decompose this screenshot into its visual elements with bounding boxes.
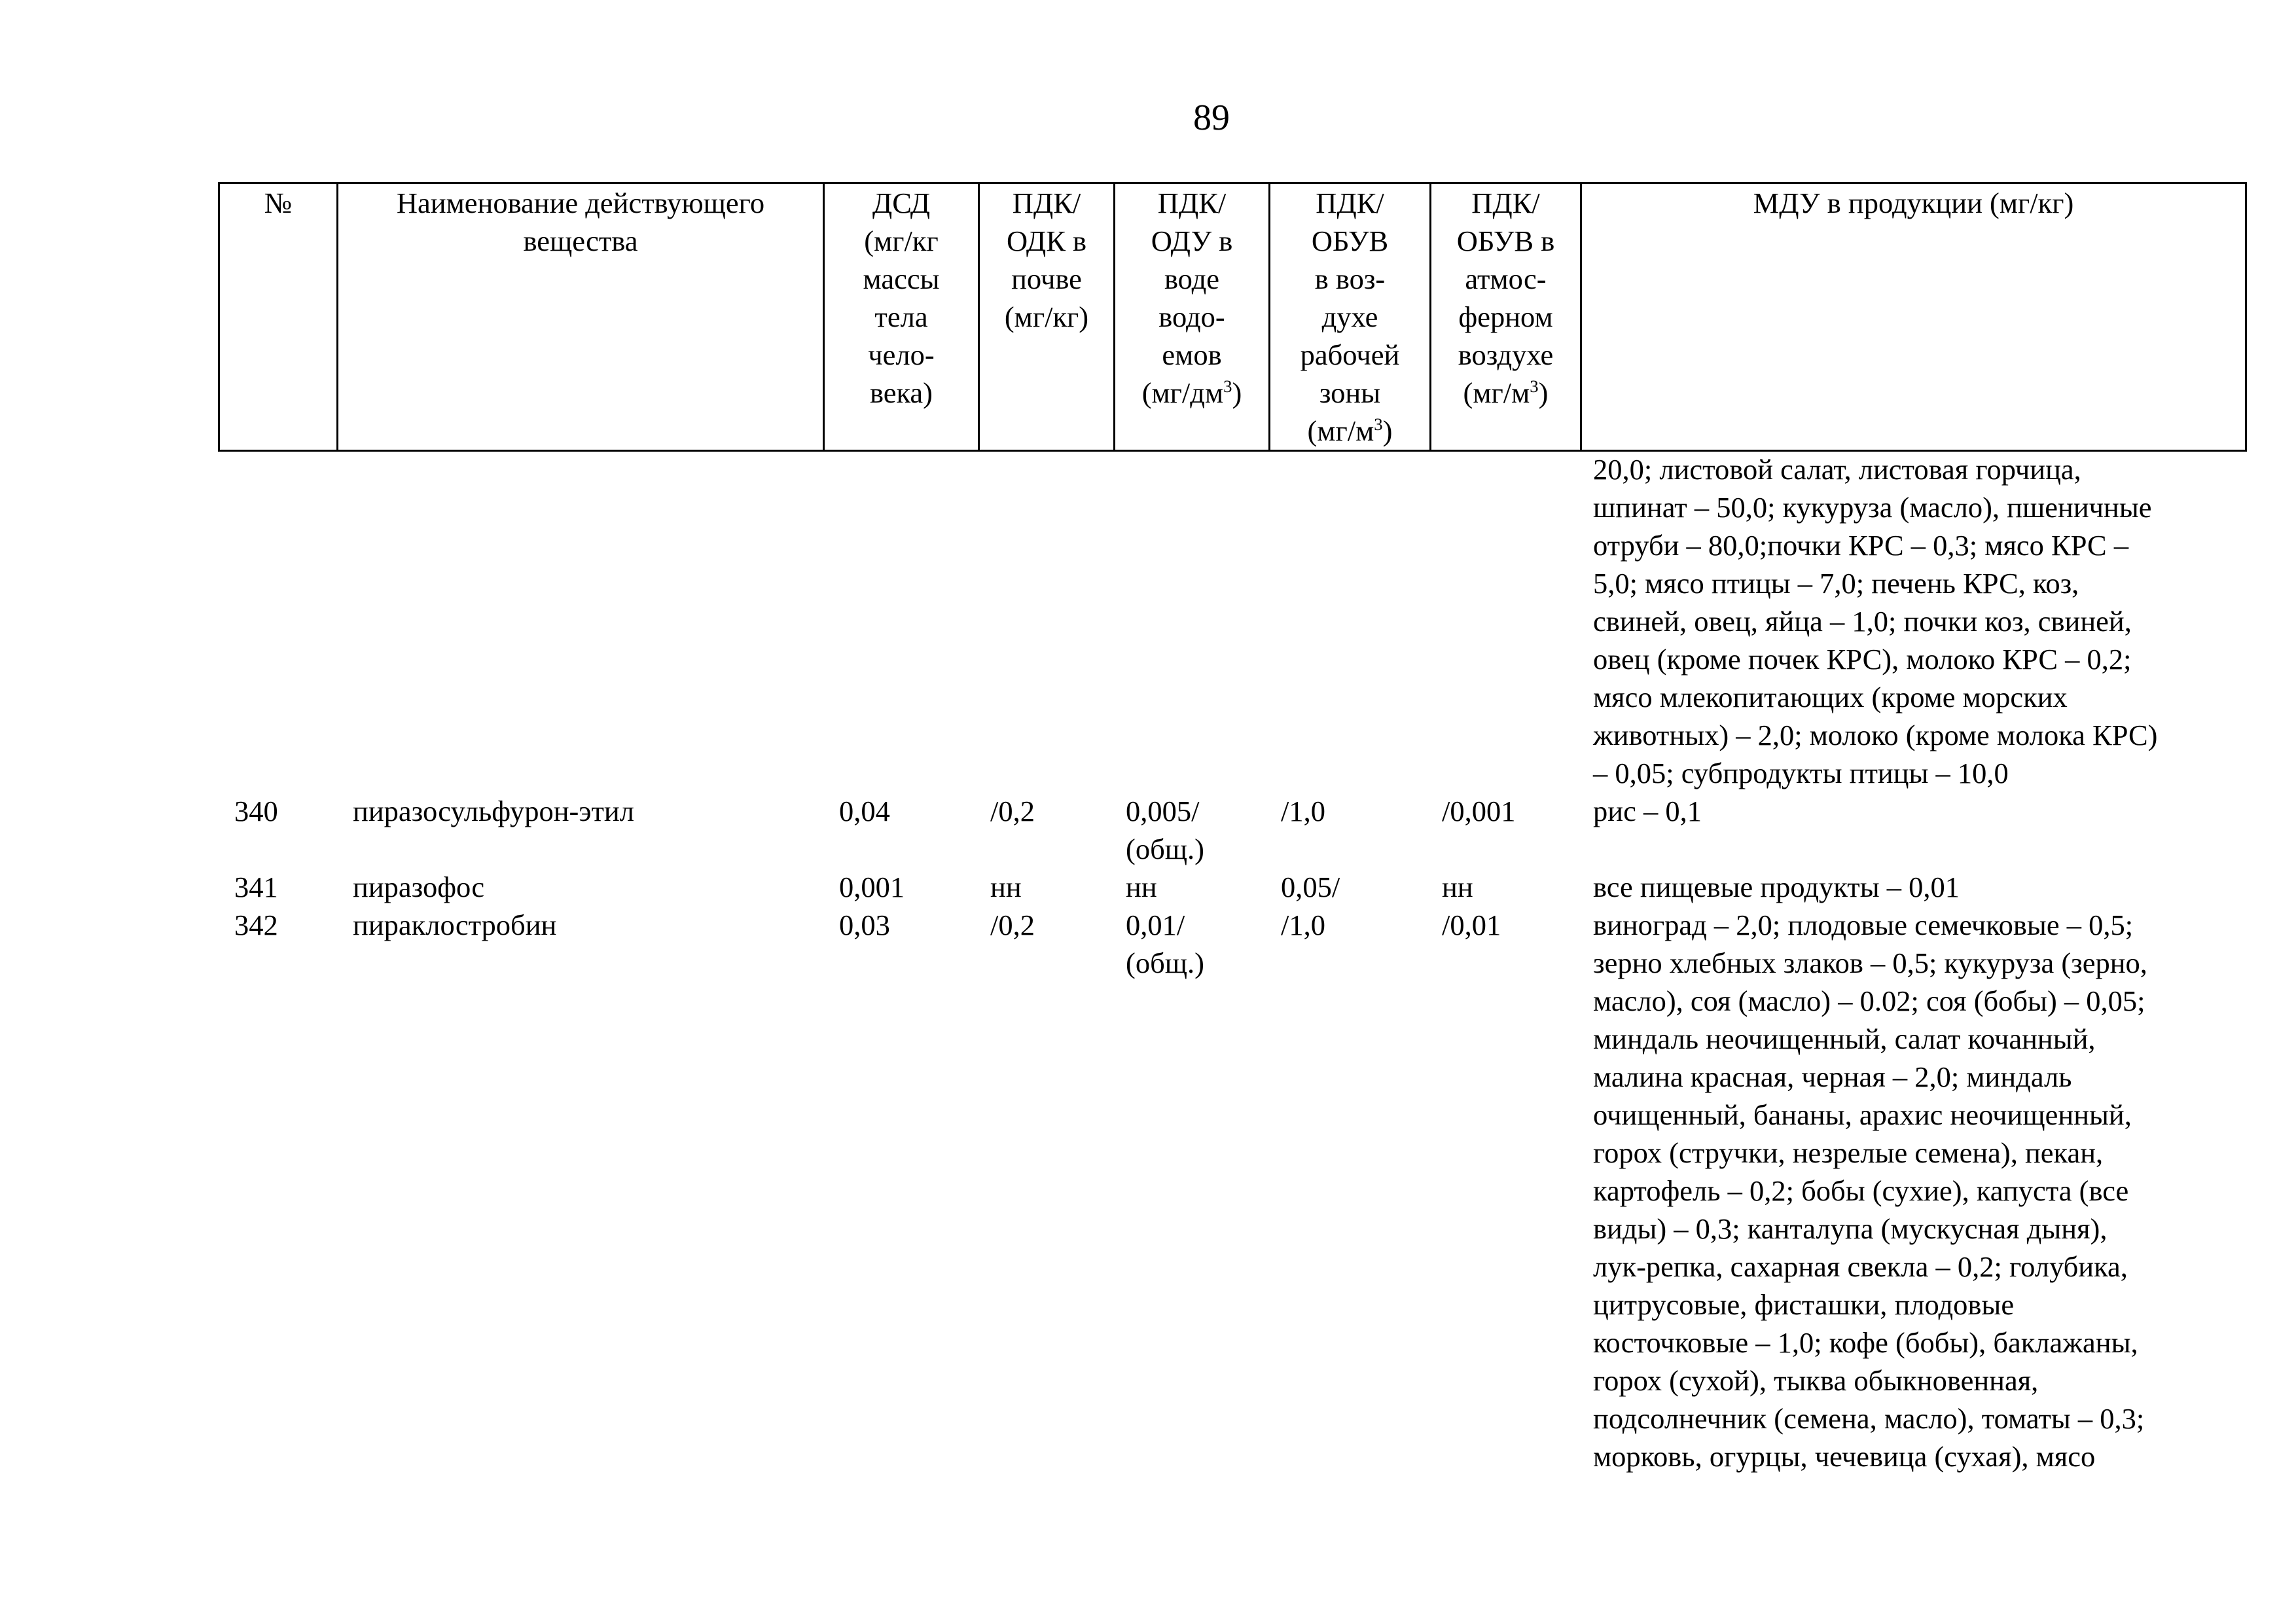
water-value: 0,005/ (общ.) <box>1126 795 1204 865</box>
continuation-mru: 20,0; листовой салат, листовая горчица, шпинат – 50,0; кукуруза (масло), пшеничные отруби – 80,0;почки КРС – 0,3; мясо КРС – 5,0; мясо птицы – 7,0; печень КРС, коз, свиней, овец, яйца – 1,0; почки коз, свиней, овец (кроме почек КРС), молоко КРС – 0,2; мясо млекопитающих (кроме морских животных) – 2,0; молоко (кроме молока КРС) – 0,05; субпродукты птицы – 10,0 <box>1593 453 2158 789</box>
row-number: 341 <box>234 871 278 903</box>
dsd-value: 0,03 <box>839 909 890 941</box>
substance-name: пиразосульфурон-этил <box>353 795 634 827</box>
soil-value: нн <box>990 871 1022 903</box>
mru-value: рис – 0,1 <box>1593 795 1702 827</box>
row-number: 340 <box>234 795 278 827</box>
work-air-value: /1,0 <box>1281 795 1325 827</box>
soil-value: /0,2 <box>990 795 1035 827</box>
header-water: ПДК/ ОДУ в воде водо- емов $(мг/дм^3)$ <box>1115 183 1270 451</box>
atm-air-value: /0,01 <box>1442 909 1501 941</box>
dsd-value: 0,04 <box>839 795 890 827</box>
header-dsd: ДСД (мг/кг массы тела чело- века) <box>824 183 979 451</box>
table-header <box>218 182 2247 452</box>
substance-name: пиразофос <box>353 871 485 903</box>
soil-value: /0,2 <box>990 909 1035 941</box>
header-work-air: ПДК/ ОБУВ в воз- духе рабочей зоны $(мг/м^3)$ <box>1270 183 1431 451</box>
water-value: нн <box>1126 871 1157 903</box>
dsd-value: 0,001 <box>839 871 905 903</box>
header-atm-air: ПДК/ ОБУВ в атмос- ферном воздухе $(мг/м^3)$ <box>1431 183 1581 451</box>
mru-value: виноград – 2,0; плодовые семечковые – 0,5; зерно хлебных злаков – 0,5; кукуруза (зерно, масло), соя (масло) – 0.02; соя (бобы) – 0,05; миндаль неочищенный, салат кочанный, малина красная, черная – 2,0; миндаль очищенный, бананы, арахис неочищенный, горох (стручки, незрелые семена), пекан, картофель – 0,2; бобы (сухие), капуста (все виды) – 0,3; канталупа (мускусная дыня), лук-репка, сахарная свекла – 0,2; голубика, цитрусовые, фисташки, плодовые косточковые – 1,0; кофе (бобы), баклажаны, горох (сухой), тыква обыкновенная, подсолнечник (семена, масло), томаты – 0,3; морковь, огурцы, чечевица (сухая), мясо <box>1593 909 2147 1473</box>
mru-value: все пищевые продукты – 0,01 <box>1593 871 1960 903</box>
header-name: Наименование действующего вещества <box>338 183 824 451</box>
header-no: № <box>219 183 338 451</box>
page-number: 89 <box>1193 98 1230 138</box>
header-soil: ПДК/ ОДК в почве (мг/кг) <box>979 183 1115 451</box>
water-value: 0,01/ (общ.) <box>1126 909 1204 979</box>
header-mru: МДУ в продукции (мг/кг) <box>1581 183 2246 451</box>
atm-air-value: /0,001 <box>1442 795 1516 827</box>
row-number: 342 <box>234 909 278 941</box>
work-air-value: /1,0 <box>1281 909 1325 941</box>
work-air-value: 0,05/ <box>1281 871 1340 903</box>
atm-air-value: нн <box>1442 871 1473 903</box>
substance-name: пираклостробин <box>353 909 557 941</box>
